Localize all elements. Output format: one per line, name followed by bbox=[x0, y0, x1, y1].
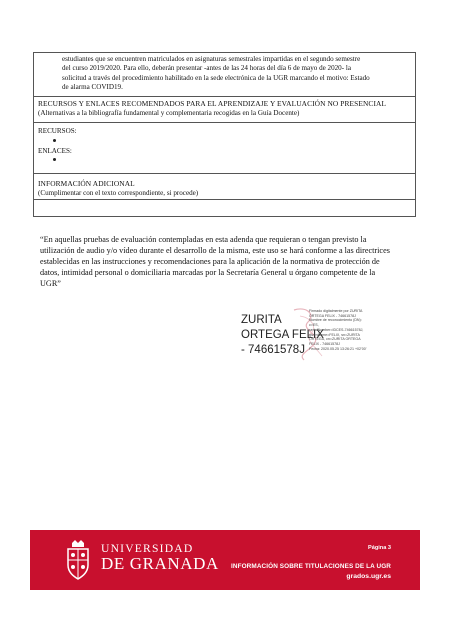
signature-detail-line: Fecha: 2020.05.25 13:26:21 +02'00' bbox=[309, 346, 367, 351]
signature-details bbox=[309, 309, 375, 351]
text-line: solicitud a través del procedimiento habilitado en la sede electrónica de la UGR marcando el motivo: Estado bbox=[62, 73, 370, 82]
enlaces-bullet bbox=[38, 156, 411, 166]
signer-name-line: ZURITA bbox=[241, 314, 282, 326]
quote-line: utilización de audio y/o vídeo durante el desarrollo de la misma, este uso se hará conforme a las directrices bbox=[40, 246, 390, 255]
quote-line: “En aquellas pruebas de evaluación contempladas en esta adenda que requieran o tengan previsto la bbox=[40, 235, 367, 244]
resources-heading: RECURSOS Y ENLACES RECOMENDADOS PARA EL APRENDIZAJE Y EVALUACIÓN NO PRESENCIAL bbox=[38, 99, 387, 108]
text-line: estudiantes que se encuentren matriculados en asignaturas semestrales impartidas en el segundo semestre bbox=[62, 55, 361, 63]
quote-line: datos, intimidad personal o domiciliaria marcadas por la Secretaría General u órgano competente de la bbox=[40, 268, 376, 277]
quote-line: UGR” bbox=[40, 279, 61, 288]
degrees-info-title: INFORMACIÓN SOBRE TITULACIONES DE LA UGR bbox=[231, 563, 391, 570]
resources-content-cell bbox=[34, 123, 415, 174]
signature-detail-line: ORTEGA, cn=ZURITA ORTEGA bbox=[309, 337, 361, 342]
signature-detail-line: givenName=FELIX, sn=ZURITA bbox=[309, 332, 360, 337]
info-content-cell bbox=[34, 200, 415, 216]
signature-detail-line: c=ES, bbox=[309, 323, 319, 328]
signature-detail-line: serialNumber=IDCES-74661578J, bbox=[309, 327, 364, 332]
resources-subheading: (Alternativas a la bibliografía fundamental y complementaria recogidas en la Guía Docente) bbox=[38, 108, 300, 117]
footer-banner bbox=[30, 530, 420, 590]
adenda-table bbox=[33, 52, 416, 217]
text-line: del curso 2019/2020. Para ello, deberán presentar -antes de las 24 horas del día 6 de mayo de 2020- la bbox=[62, 64, 351, 73]
university-name-line1: UNIVERSIDAD bbox=[101, 542, 194, 555]
signature-detail-line: FELIX - 74661578J bbox=[309, 341, 340, 346]
resources-heading-cell bbox=[34, 97, 415, 123]
university-name-line2: DE GRANADA bbox=[101, 554, 219, 573]
privacy-quote bbox=[40, 234, 412, 289]
info-heading-cell bbox=[34, 174, 415, 200]
signature-detail-line: ORTEGA FELIX - 74661578J bbox=[309, 313, 356, 318]
info-subheading: (Cumplimentar con el texto correspondiente, si procede) bbox=[38, 188, 199, 197]
signature-detail-line: Nombre de reconocimiento (DN): bbox=[309, 318, 362, 323]
signature-detail-line: Firmado digitalmente por ZURITA bbox=[309, 309, 363, 313]
enlaces-label: ENLACES: bbox=[38, 146, 72, 155]
recursos-label: RECURSOS: bbox=[38, 127, 77, 135]
text-line: de alarma COVID19. bbox=[62, 83, 123, 92]
quote-line: establecidas en las instrucciones y recomendaciones para la aplicación de la normativa de protección de bbox=[40, 257, 380, 266]
evaluation-text-cell bbox=[34, 53, 415, 97]
signer-name-line: - 74661578J bbox=[241, 344, 305, 356]
degrees-site-link[interactable]: grados.ugr.es bbox=[346, 573, 391, 580]
university-crest-icon bbox=[63, 539, 93, 581]
page-number: Página 3 bbox=[367, 545, 391, 551]
signer-name-line: ORTEGA FELIX bbox=[241, 329, 324, 341]
info-heading: INFORMACIÓN ADICIONAL bbox=[38, 179, 135, 188]
recursos-bullet bbox=[38, 137, 411, 147]
